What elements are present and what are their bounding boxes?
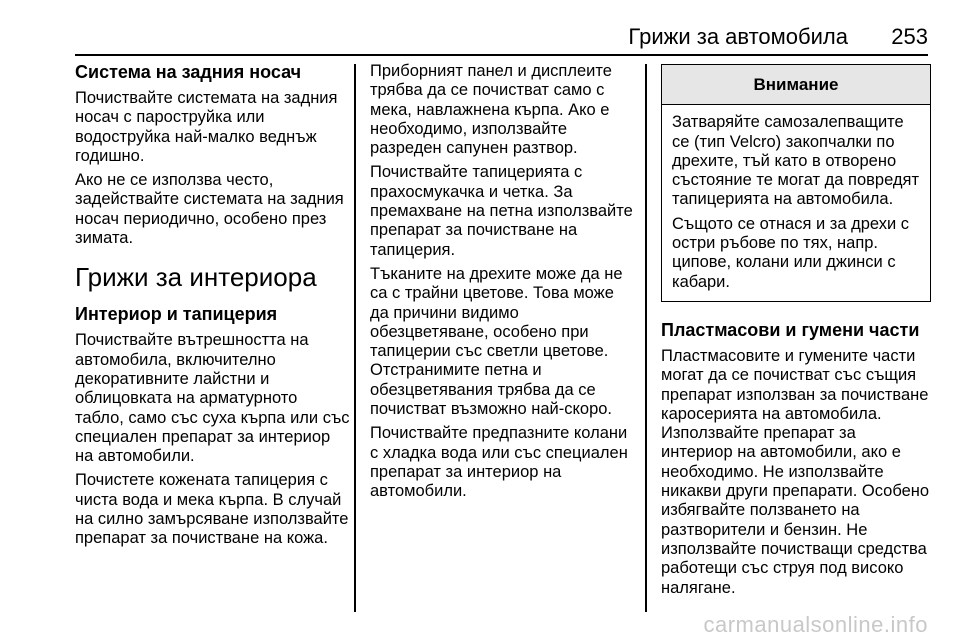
watermark: carmanualsonline.info — [703, 612, 928, 637]
paragraph: Почиствайте предпазните колани с хладка вода или със специален препарат за интериор на автомобили. — [370, 424, 628, 501]
section-heading-interior-upholstery: Интериор и тапицерия — [75, 304, 278, 325]
page-header — [75, 24, 928, 54]
page-number: 253 — [891, 24, 928, 49]
warning-paragraph: Същото се отнася и за дрехи с остри ръбове по тях, напр. ципове, колани или джинси с кабари. — [672, 214, 910, 291]
section-heading-plastic-rubber: Пластмасови и гумени части — [661, 319, 920, 340]
paragraph: Приборният панел и дисплеите трябва да се почистват само с мека, навлажнена кърпа. Ако е необходимо, използвайте разреден сапунен разтвор. — [370, 62, 612, 158]
warning-title: Внимание — [662, 65, 930, 105]
column-middle — [370, 62, 635, 507]
paragraph: Пластмасовите и гумените части могат да се почистват със същия препарат използван за почистване каросерията на автомобила. Използвайте препарат за интериор на автомобили, ако е необходимо. Не използвайте никакви други препарати. Особено избягвайте ползването на разтворители и бензин. Не използвайте почистващи средства работещи със струя под високо налягане. — [661, 346, 930, 597]
chapter-heading-interior-care: Грижи за интериора — [75, 262, 317, 293]
paragraph: Почистете кожената тапицерия с чиста вода и мека кърпа. В случай на силно замърсяване използвайте препарат за почистване на кожа. — [75, 471, 349, 548]
section-heading-rear-carrier: Система на задния носач — [75, 62, 302, 82]
warning-paragraph: Затваряйте самозалепващите се (тип Velcro) закопчалки по дрехите, тъй като в отворено състояние те могат да повредят тапицерията на автомобила. — [672, 113, 920, 209]
column-divider-1 — [354, 64, 356, 612]
column-divider-2 — [645, 64, 647, 612]
paragraph: Почиствайте вътрешността на автомобила, включително декоративните лайстни и облицовката на арматурното табло, само със суха кърпа или със специален препарат за интериор на автомобили. — [75, 331, 350, 466]
column-right — [661, 62, 931, 603]
header-divider — [75, 54, 928, 56]
paragraph: Почиствайте тапицерията с прахосмукачка и четка. За премахване на петна използвайте препарат за почистване на тапицерия. — [370, 163, 633, 259]
warning-body — [662, 105, 930, 301]
page-title: Грижи за автомобила — [628, 24, 848, 49]
warning-box — [661, 64, 931, 302]
column-left — [75, 62, 350, 554]
paragraph: Тъканите на дрехите може да не са с трайни цветове. Това може да причини видимо обезцветяване, особено при тапицерии със светли цветове. Отстранимите петна и обезцветявания трябва да се почистват възможно най-скоро. — [370, 264, 623, 419]
paragraph: Почиствайте системата на задния носач с пароструйка или водоструйка най-малко веднъж годишно. — [75, 89, 338, 165]
paragraph: Ако не се използва често, задействайте системата на задния носач периодично, особено през зимата. — [75, 171, 344, 248]
